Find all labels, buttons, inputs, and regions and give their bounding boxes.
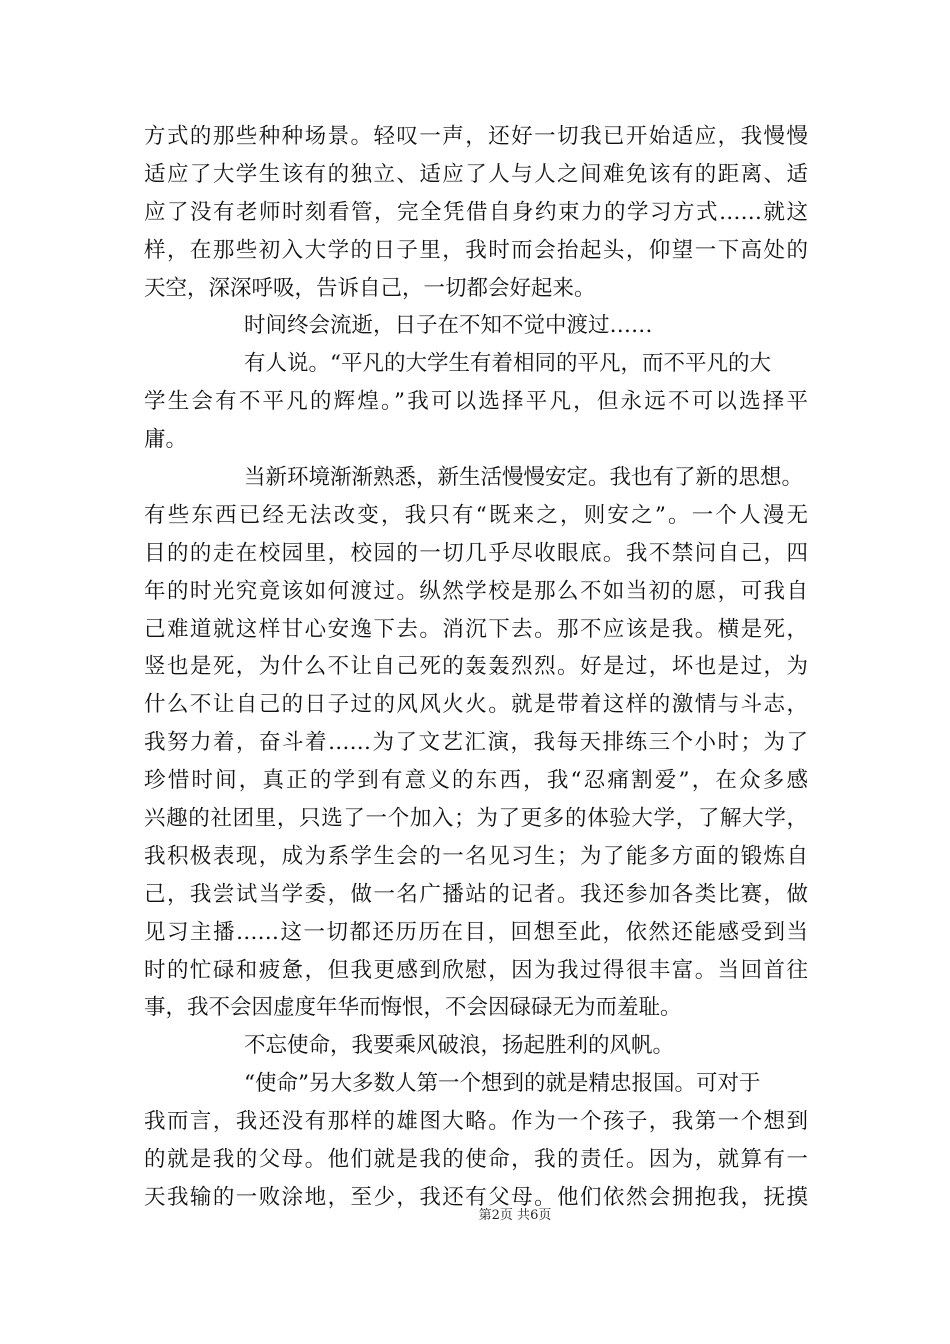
text-line: 应了没有老师时刻看管，完全凭借自身约束力的学习方式……就这 bbox=[144, 199, 808, 225]
text-line: 见习主播……这一切都还历历在目，回想至此，依然还能感受到当 bbox=[144, 919, 808, 945]
text-line: 天空，深深呼吸，告诉自己，一切都会好起来。 bbox=[144, 275, 596, 301]
text-line: 有人说。“平凡的大学生有着相同的平凡，而不平凡的大 bbox=[244, 351, 771, 377]
text-line: 目的的走在校园里，校园的一切几乎尽收眼底。我不禁问自己，四 bbox=[144, 540, 808, 566]
text-line: 有些东西已经无法改变，我只有“既来之，则安之”。一个人漫无 bbox=[144, 502, 808, 528]
text-line: 学生会有不平凡的辉煌。”我可以选择平凡，但永远不可以选择平 bbox=[144, 389, 808, 415]
footer-mid: 页 共 bbox=[499, 1208, 531, 1223]
footer-prefix: 第 bbox=[478, 1208, 492, 1223]
text-line: 什么不让自己的日子过的风风火火。就是带着这样的激情与斗志， bbox=[144, 692, 808, 718]
text-line: 年的时光究竟该如何渡过。纵然学校是那么不如当初的愿，可我自 bbox=[144, 578, 808, 604]
text-line: 我而言，我还没有那样的雄图大略。作为一个孩子，我第一个想到 bbox=[144, 1109, 808, 1135]
text-line: 当新环境渐渐熟悉，新生活慢慢安定。我也有了新的思想。 bbox=[244, 465, 804, 491]
text-line: 事，我不会因虚度年华而悔恨，不会因碌碌无为而羞耻。 bbox=[144, 995, 682, 1021]
text-line: 时的忙碌和疲惫，但我更感到欣慰，因为我过得很丰富。当回首往 bbox=[144, 957, 808, 983]
page-footer bbox=[0, 1204, 950, 1223]
total-pages-number: 6 bbox=[530, 1208, 539, 1223]
text-line: 己，我尝试当学委，做一名广播站的记者。我还参加各类比赛，做 bbox=[144, 881, 808, 907]
text-line: 珍惜时间，真正的学到有意义的东西，我“忍痛割爱”，在众多感 bbox=[144, 768, 808, 794]
footer-suffix: 页 bbox=[538, 1208, 552, 1223]
text-line: 适应了大学生该有的独立、适应了人与人之间难免该有的距离、适 bbox=[144, 161, 808, 187]
document-body bbox=[144, 118, 808, 1217]
text-line: 天我输的一败涂地，至少，我还有父母。他们依然会拥抱我，抚摸 bbox=[144, 1184, 808, 1210]
text-line: 方式的那些种种场景。轻叹一声，还好一切我已开始适应，我慢慢 bbox=[144, 124, 808, 149]
text-line: 兴趣的社团里，只选了一个加入；为了更多的体验大学，了解大学， bbox=[144, 806, 808, 832]
text-line: 我努力着，奋斗着……为了文艺汇演，我每天排练三个小时；为了 bbox=[144, 730, 808, 756]
text-line: 庸。 bbox=[144, 427, 188, 453]
text-line: 时间终会流逝，日子在不知不觉中渡过…… bbox=[244, 313, 653, 339]
current-page-number: 2 bbox=[491, 1208, 500, 1223]
text-line: 样，在那些初入大学的日子里，我时而会抬起头，仰望一下高处的 bbox=[144, 237, 808, 263]
text-line: 我积极表现，成为系学生会的一名见习生；为了能多方面的锻炼自 bbox=[144, 843, 808, 869]
text-line: 竖也是死，为什么不让自己死的轰轰烈烈。好是过，坏也是过，为 bbox=[144, 654, 808, 680]
text-line: 己难道就这样甘心安逸下去。消沉下去。那不应该是我。横是死， bbox=[144, 616, 808, 642]
text-line: 的就是我的父母。他们就是我的使命，我的责任。因为，就算有一 bbox=[144, 1147, 808, 1173]
text-line: “使命”另大多数人第一个想到的就是精忠报国。可对于 bbox=[244, 1071, 761, 1097]
text-line: 不忘使命，我要乘风破浪，扬起胜利的风帆。 bbox=[244, 1033, 675, 1059]
